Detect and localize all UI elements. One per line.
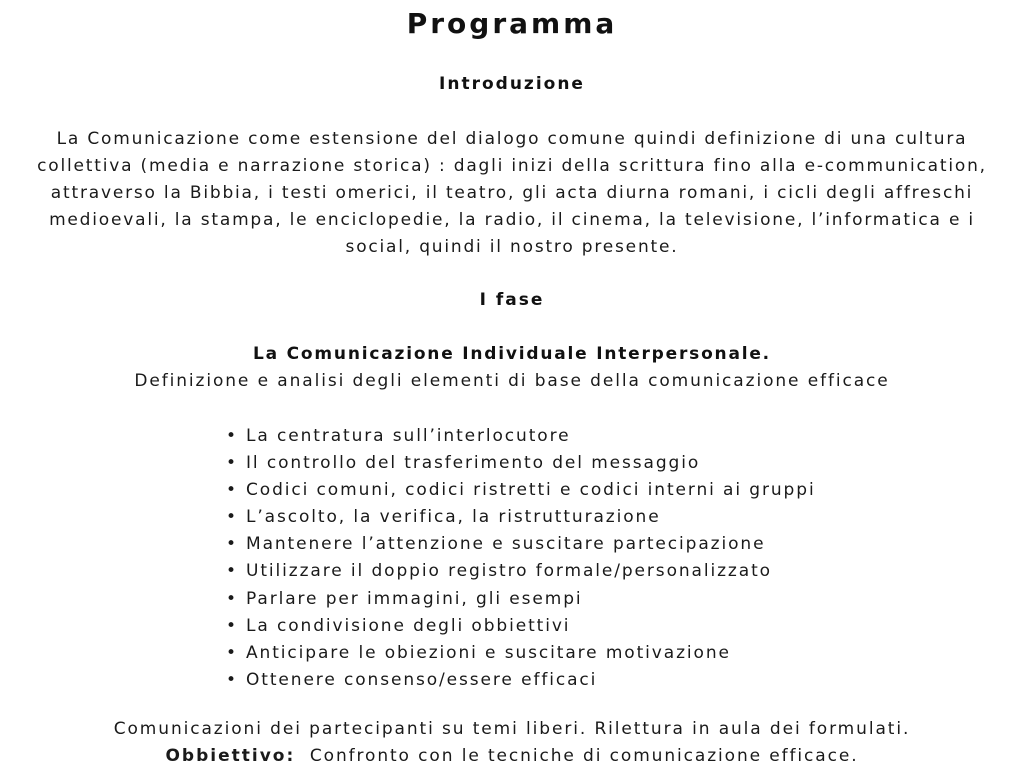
phase-description: Definizione e analisi degli elementi di base della comunicazione efficace — [134, 371, 890, 391]
list-item — [226, 452, 816, 479]
objective-label: Obbiettivo: — [165, 746, 296, 766]
bullet-icon: • — [226, 561, 238, 582]
bullet-icon: • — [226, 534, 238, 555]
introduction-line: medioevali, la stampa, le enciclopedie, la radio, il cinema, la televisione, l’informatica e i — [49, 210, 975, 230]
introduction-line: collettiva (media e narrazione storica) : dagli inizi della scrittura fino alla e-communication, — [37, 156, 987, 176]
list-item-text: Ottenere consenso/essere efficaci — [246, 669, 598, 690]
bullet-icon: • — [226, 615, 238, 636]
list-item-text: Anticipare le obiezioni e suscitare motivazione — [246, 642, 731, 663]
introduction-line: social, quindi il nostro presente. — [345, 237, 679, 257]
list-item-text: Parlare per immagini, gli esempi — [246, 588, 583, 609]
list-item — [226, 615, 816, 642]
objective-line — [0, 745, 1024, 767]
list-item-text: La condivisione degli obbiettivi — [246, 615, 571, 636]
list-item — [226, 642, 816, 669]
bullet-icon: • — [226, 642, 238, 663]
phase-subtitle: La Comunicazione Individuale Interpersonale. — [253, 344, 771, 364]
list-item — [226, 669, 816, 696]
bullet-icon: • — [226, 480, 238, 501]
list-item — [226, 506, 816, 533]
bullet-icon: • — [226, 588, 238, 609]
closing-line: Comunicazioni dei partecipanti su temi liberi. Rilettura in aula dei formulati. — [113, 719, 911, 739]
list-item-text: Il controllo del trasferimento del messaggio — [246, 453, 701, 474]
list-item — [226, 479, 816, 506]
bullet-icon: • — [226, 453, 238, 474]
list-item-text: L’ascolto, la verifica, la ristrutturazione — [246, 507, 661, 528]
introduction-line: attraverso la Bibbia, i testi omerici, il teatro, gli acta diurna romani, i cicli degli affreschi — [50, 183, 974, 203]
list-item-text: Codici comuni, codici ristretti e codici interni ai gruppi — [246, 480, 816, 501]
introduction-heading: Introduzione — [439, 74, 585, 94]
objective-text: Confronto con le tecniche di comunicazione efficace. — [309, 746, 859, 766]
list-item-text: Mantenere l’attenzione e suscitare partecipazione — [246, 534, 766, 555]
list-item-text: Utilizzare il doppio registro formale/personalizzato — [246, 561, 772, 582]
list-item-text: La centratura sull’interlocutore — [246, 426, 571, 446]
list-item — [226, 533, 816, 560]
list-item — [226, 425, 816, 452]
phase-heading: I fase — [479, 290, 545, 310]
page-title: Programma — [406, 7, 618, 40]
bullet-icon: • — [226, 669, 238, 690]
bullet-list — [226, 425, 816, 696]
bullet-icon: • — [226, 426, 238, 446]
list-item — [226, 560, 816, 587]
list-item — [226, 588, 816, 615]
introduction-line: La Comunicazione come estensione del dialogo comune quindi definizione di una cultura — [56, 129, 968, 149]
bullet-icon: • — [226, 507, 238, 528]
introduction-paragraph — [0, 126, 1024, 261]
